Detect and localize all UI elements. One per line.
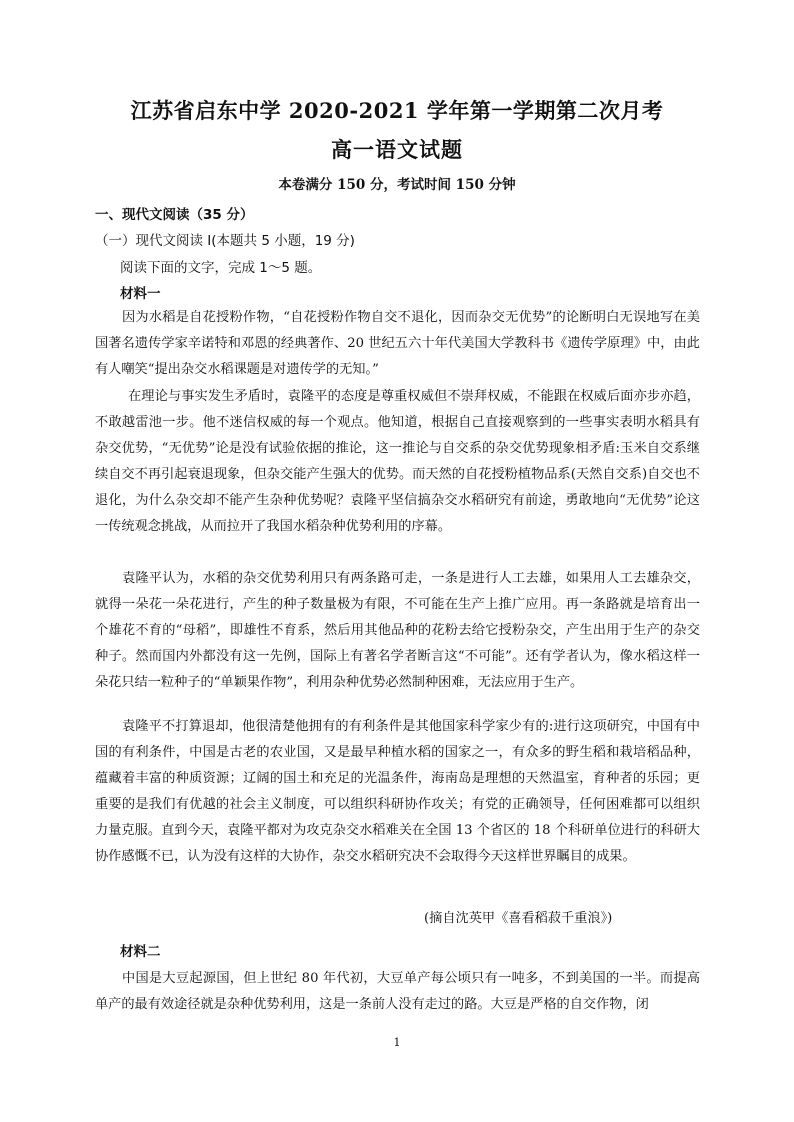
exam-title: 江苏省启东中学 2020-2021 学年第一学期第二次月考 — [130, 98, 664, 123]
material1-paragraph: 因为水稻是自花授粉作物，“自花授粉作物自交不退化，因而杂交无优势”的论断明白无误地写在美国著名遗传学家辛诺特和邓恩的经典著作、20 世纪五六十年代美国大学教科书《遗传学原理》中，由此有人嘲笑“提出杂交水稻课题是对遗传学的无知。” — [95, 310, 700, 378]
material1-paragraph: 在理论与事实发生矛盾时，袁隆平的态度是尊重权威但不崇拜权威，不能跟在权威后面亦步亦趋，不敢越雷池一步。他不迷信权威的每一个观点。他知道，根据自己直接观察到的一些事实表明水稻具有杂交优势，“无优势”论是没有试验依据的推论，这一推论与自交系的杂交优势现象相矛盾:玉米自交系继续自交不再引起衰退现象，但杂交能产生强大的优势。而天然的自花授粉植物品系(天然自交系)自交也不退化，为什么杂交却不能产生杂种优势呢？袁隆平坚信搞杂交水稻研究有前途，勇敢地向“无优势”论这一传统观念挑战，从而拉开了我国水稻杂种优势利用的序幕。 — [95, 389, 700, 535]
exam-subtitle: 高一语文试题 — [331, 137, 463, 162]
material1-paragraph: 袁隆平认为，水稻的杂交优势利用只有两条路可走，一条是进行人工去雄，如果用人工去雄杂交，就得一朵花一朵花进行，产生的种子数量极为有限，不可能在生产上推广应用。再一条路就是培育出一个雄花不育的“母稻”，即雄性不育系，然后用其他品种的花粉去给它授粉杂交，产生出用于生产的杂交种子。然而国内外都没有这一先例，国际上有著名学者断言这“不可能”。还有学者认为，像水稻这样一朵花只结一粒种子的“单颖果作物”，利用杂种优势必然制种困难，无法应用于生产。 — [95, 571, 700, 691]
section-heading: 一、现代文阅读（35 分） — [95, 207, 254, 223]
material2-label: 材料二 — [120, 944, 161, 960]
page-number: 1 — [393, 1036, 401, 1049]
material1-label: 材料一 — [120, 286, 161, 302]
material1-source: (摘自沈英甲《喜看稻菽千重浪》) — [424, 911, 613, 926]
section-subheading: （一）现代文阅读 I(本题共 5 小题，19 分) — [95, 233, 355, 249]
exam-info: 本卷满分 150 分，考试时间 150 分钟 — [278, 177, 516, 193]
reading-instruction: 阅读下面的文字，完成 1～5 题。 — [120, 260, 322, 276]
material1-paragraph: 袁隆平不打算退却，他很清楚他拥有的有利条件是其他国家科学家少有的:进行这项研究，中国有中国的有利条件，中国是古老的农业国，又是最早种植水稻的国家之一，有众多的野生稻和栽培稻品种，蕴藏着丰富的种质资源；辽阔的国土和充足的光温条件，海南岛是理想的天然温室，育种者的乐园；更重要的是我们有优越的社会主义制度，可以组织科研协作攻关；有党的正确领导，任何困难都可以组织力量克服。直到今天，袁隆平都对为攻克杂交水稻难关在全国 13 个省区的 18 个科研单位进行的科研大协作感慨不已，认为没有这样的大协作，杂交水稻研究决不会取得今天这样世界瞩目的成果。 — [95, 719, 700, 865]
material2-paragraph: 中国是大豆起源国，但上世纪 80 年代初，大豆单产每公顷只有一吨多，不到美国的一半。而提高单产的最有效途径就是杂种优势利用，这是一条前人没有走过的路。大豆是严格的自交作物，闭 — [95, 971, 700, 1013]
